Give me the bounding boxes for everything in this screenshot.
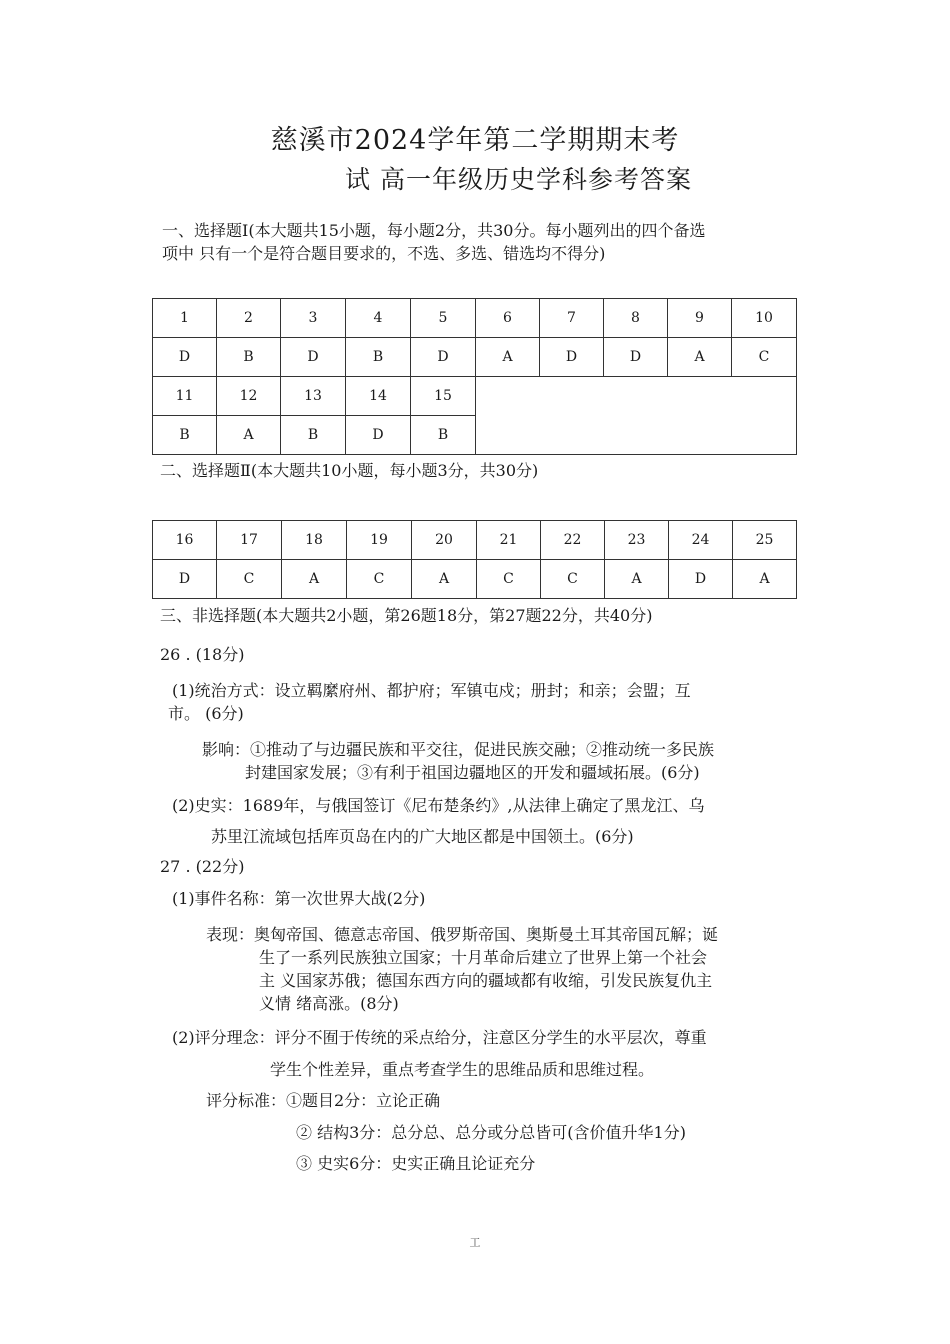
answer-cell: A: [733, 560, 797, 599]
question-number: 5: [411, 299, 476, 338]
table1-number-row-2: [153, 377, 797, 416]
question-number: 21: [477, 521, 541, 560]
question-number: 2: [217, 299, 281, 338]
section3-heading: 三、非选择题(本大题共2小题，第26题18分，第27题22分，共40分): [160, 606, 653, 625]
question-number: 10: [732, 299, 797, 338]
page-title-line2: 试 高一年级历史学科参考答案: [345, 165, 692, 194]
question-number: 18: [282, 521, 347, 560]
question-number: 1: [153, 299, 217, 338]
answer-cell: A: [668, 338, 732, 377]
answer-cell: D: [153, 560, 217, 599]
q26-part1-line2: 市。 (6分): [168, 704, 244, 723]
q27-manifestation-line3: 主 义国家苏俄；德国东西方向的疆域都有收缩，引发民族复仇主: [259, 971, 713, 990]
answer-cell: D: [669, 560, 733, 599]
q26-part1-line1: (1)统治方式：设立羁縻府州、都护府；军镇屯戍；册封；和亲；会盟；互: [172, 681, 691, 700]
question-number: 24: [669, 521, 733, 560]
table1-answer-row-1: [153, 338, 797, 377]
question-number: 15: [411, 377, 476, 416]
answer-cell: C: [217, 560, 282, 599]
answer-cell: A: [605, 560, 669, 599]
empty-cell: [476, 377, 797, 455]
answer-table-2: [152, 520, 797, 599]
question-number: 7: [540, 299, 604, 338]
answer-cell: C: [347, 560, 412, 599]
answer-cell: D: [281, 338, 346, 377]
answer-cell: D: [604, 338, 668, 377]
q27-part2-line2: 学生个性差异，重点考查学生的思维品质和思维过程。: [270, 1060, 655, 1079]
question-number: 20: [412, 521, 477, 560]
q27-criteria-line1: 评分标准：①题目2分：立论正确: [206, 1091, 441, 1110]
question-number: 19: [347, 521, 412, 560]
answer-cell: D: [540, 338, 604, 377]
section1-instructions-line2: 项中 只有一个是符合题目要求的，不选、多选、错选均不得分): [162, 244, 606, 263]
question-number: 23: [605, 521, 669, 560]
q26-impact-line2: 封建国家发展；③有利于祖国边疆地区的开发和疆域拓展。(6分): [245, 763, 700, 782]
table1-number-row-1: [153, 299, 797, 338]
q27-part1: (1)事件名称：第一次世界大战(2分): [172, 889, 426, 908]
question-number: 11: [153, 377, 217, 416]
question-number: 12: [217, 377, 281, 416]
answer-cell: B: [217, 338, 281, 377]
q27-manifestation-line4: 义情 绪高涨。(8分): [259, 994, 399, 1013]
section1-instructions-line1: 一、选择题I(本大题共15小题，每小题2分，共30分。每小题列出的四个备选: [162, 221, 706, 240]
answer-cell: D: [153, 338, 217, 377]
question-number: 4: [346, 299, 411, 338]
question-number: 16: [153, 521, 217, 560]
q27-criteria-line2: ② 结构3分：总分总、总分或分总皆可(含价值升华1分): [296, 1123, 686, 1142]
q26-header: 26 . (18分): [160, 645, 245, 664]
q27-manifestation-line2: 生了一系列民族独立国家；十月革命后建立了世界上第一个社会: [259, 948, 708, 967]
q27-criteria-line3: ③ 史实6分：史实正确且论证充分: [296, 1154, 536, 1173]
answer-cell: C: [477, 560, 541, 599]
question-number: 17: [217, 521, 282, 560]
answer-cell: B: [281, 416, 346, 455]
question-number: 13: [281, 377, 346, 416]
answer-cell: C: [541, 560, 605, 599]
question-number: 22: [541, 521, 605, 560]
question-number: 8: [604, 299, 668, 338]
answer-table-1: [152, 298, 797, 455]
answer-cell: A: [217, 416, 281, 455]
answer-cell: B: [346, 338, 411, 377]
question-number: 6: [476, 299, 540, 338]
answer-cell: A: [282, 560, 347, 599]
question-number: 25: [733, 521, 797, 560]
q26-part2-line1: (2)史实：1689年，与俄国签订《尼布楚条约》,从法律上确定了黑龙江、乌: [172, 796, 705, 815]
q27-part2-line1: (2)评分理念：评分不囿于传统的采点给分，注意区分学生的水平层次，尊重: [172, 1028, 707, 1047]
table2-answer-row: [153, 560, 797, 599]
page-title-line1: 慈溪市2024学年第二学期期末考: [270, 125, 680, 156]
q26-impact-line1: 影响：①推动了与边疆民族和平交往，促进民族交融；②推动统一多民族: [202, 740, 715, 759]
answer-cell: B: [153, 416, 217, 455]
answer-cell: A: [476, 338, 540, 377]
q27-manifestation-line1: 表现：奥匈帝国、德意志帝国、俄罗斯帝国、奥斯曼土耳其帝国瓦解；诞: [206, 925, 719, 944]
page-footer-mark: 工: [469, 1236, 481, 1249]
answer-cell: C: [732, 338, 797, 377]
answer-cell: A: [412, 560, 477, 599]
question-number: 14: [346, 377, 411, 416]
answer-cell: D: [411, 338, 476, 377]
table2-number-row: [153, 521, 797, 560]
answer-cell: D: [346, 416, 411, 455]
question-number: 9: [668, 299, 732, 338]
question-number: 3: [281, 299, 346, 338]
q27-header: 27 . (22分): [160, 857, 245, 876]
answer-cell: B: [411, 416, 476, 455]
q26-part2-line2: 苏里江流域包括库页岛在内的广大地区都是中国领土。(6分): [211, 827, 634, 846]
section2-heading: 二、选择题Ⅱ(本大题共10小题，每小题3分，共30分): [160, 461, 539, 480]
